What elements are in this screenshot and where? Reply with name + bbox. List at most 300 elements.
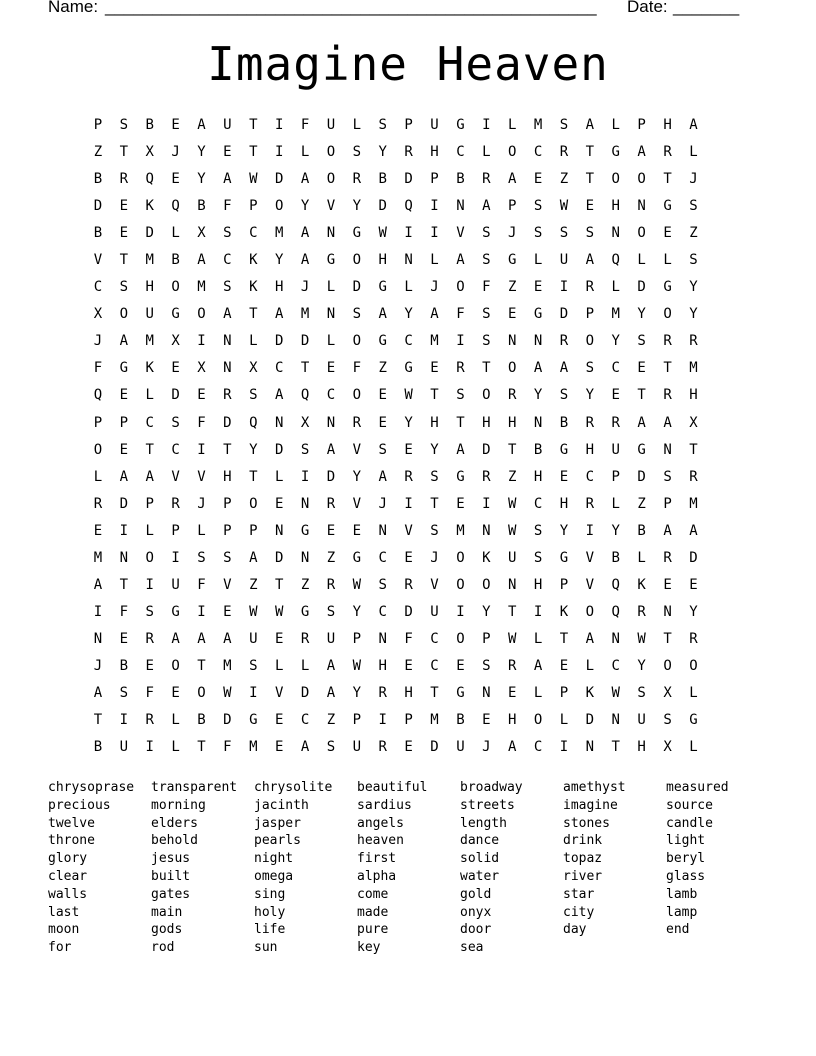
grid-letter: U [559, 252, 569, 269]
grid-letter: R [689, 333, 698, 350]
grid-letter: C [611, 360, 620, 377]
grid-letter: S [637, 684, 646, 701]
word-list-item: streets [460, 797, 515, 813]
word-list-item: rod [151, 940, 175, 956]
grid-letter: C [249, 225, 258, 242]
word-list-item: measured [666, 780, 729, 795]
grid-letter: F [93, 360, 103, 377]
grid-row [85, 221, 735, 248]
grid-letter: S [197, 549, 206, 566]
grid-letter: P [482, 630, 491, 647]
grid-letter: R [585, 279, 595, 296]
grid-letter: D [223, 712, 232, 729]
grid-letter: W [507, 630, 517, 647]
grid-letter: V [430, 576, 439, 593]
grid-letter: O [249, 495, 258, 512]
grid-letter: S [533, 198, 543, 215]
grid-letter: M [533, 117, 543, 133]
grid-letter: Z [637, 495, 646, 512]
word-list-item: made [357, 904, 389, 920]
grid-letter: S [559, 225, 569, 242]
grid-letter: M [456, 522, 465, 539]
grid-letter: N [326, 306, 336, 323]
word-list-item: built [151, 868, 191, 884]
grid-letter: E [404, 657, 413, 674]
grid-letter: R [145, 712, 154, 729]
grid-letter: S [249, 657, 258, 674]
grid-letter: D [93, 198, 103, 215]
grid-letter: H [533, 468, 543, 485]
grid-letter: R [585, 414, 595, 431]
grid-letter: M [300, 306, 310, 323]
grid-letter: L [689, 739, 698, 756]
grid-letter: A [93, 576, 103, 593]
grid-row [85, 546, 735, 573]
grid-letter: A [223, 630, 232, 647]
grid-letter: J [689, 171, 698, 188]
grid-letter: A [378, 468, 387, 485]
grid-row [85, 735, 735, 762]
grid-letter: R [482, 171, 491, 188]
grid-letter: R [482, 468, 491, 485]
grid-letter: P [430, 171, 439, 188]
word-list-item: key [357, 940, 381, 956]
grid-letter: J [93, 333, 103, 350]
grid-letter: X [197, 225, 206, 242]
grid-letter: S [430, 522, 439, 539]
grid-letter: S [326, 603, 336, 620]
grid-letter: S [482, 225, 491, 242]
word-list-item: alpha [357, 868, 397, 884]
grid-letter: D [274, 333, 284, 350]
grid-letter: E [507, 684, 517, 701]
grid-letter: C [274, 360, 284, 377]
grid-letter: U [119, 739, 129, 756]
grid-letter: Y [689, 306, 698, 323]
grid-letter: T [249, 306, 258, 323]
grid-letter: A [326, 441, 336, 458]
grid-row [85, 383, 735, 410]
grid-letter: W [249, 603, 258, 620]
grid-letter: D [274, 549, 284, 566]
grid-letter: G [171, 603, 180, 620]
grid-letter: H [404, 684, 413, 701]
grid-letter: C [93, 279, 103, 296]
grid-letter: T [93, 712, 103, 729]
grid-letter: Y [274, 252, 284, 269]
word-list-item: glass [666, 868, 706, 884]
grid-row [85, 438, 735, 465]
grid-letter: Q [611, 576, 620, 593]
grid-letter: Q [171, 198, 180, 215]
word-list-item: broadway [460, 780, 523, 795]
grid-letter: R [507, 657, 517, 674]
grid-letter: T [197, 739, 206, 756]
grid-letter: S [378, 576, 387, 593]
grid-letter: B [533, 441, 543, 458]
word-list-item: gods [151, 922, 183, 938]
grid-letter: N [507, 333, 517, 350]
grid-row [85, 600, 735, 627]
grid-letter: G [456, 684, 465, 701]
grid-letter: P [611, 468, 620, 485]
word-list-item: jesus [151, 851, 191, 867]
word-list-item: river [563, 868, 603, 884]
word-list-item: omega [254, 868, 294, 884]
grid-letter: L [637, 549, 646, 566]
grid-letter: V [326, 198, 336, 215]
grid-letter: H [378, 657, 387, 674]
grid-letter: N [663, 441, 672, 458]
grid-letter: C [223, 252, 232, 269]
grid-letter: I [482, 495, 491, 512]
grid-letter: L [430, 252, 439, 269]
grid-letter: L [93, 468, 103, 485]
grid-letter: S [482, 657, 491, 674]
word-column [666, 779, 769, 939]
word-list-item: transparent [151, 780, 238, 795]
grid-letter: O [171, 279, 180, 296]
grid-letter: V [585, 576, 595, 593]
grid-letter: G [663, 198, 672, 215]
grid-row [85, 492, 735, 519]
grid-letter: A [507, 171, 517, 188]
grid-letter: E [171, 117, 180, 133]
grid-letter: K [145, 198, 154, 215]
grid-letter: Y [197, 171, 206, 188]
grid-letter: A [119, 468, 129, 485]
grid-letter: I [119, 712, 129, 729]
grid-letter: L [404, 279, 413, 296]
grid-letter: S [223, 549, 232, 566]
grid-letter: E [456, 657, 465, 674]
grid-letter: L [352, 117, 362, 133]
grid-letter: Y [378, 144, 387, 161]
grid-letter: A [223, 171, 232, 188]
grid-letter: I [197, 333, 206, 350]
grid-letter: M [145, 252, 154, 269]
word-list-item: angels [357, 815, 404, 831]
grid-row [85, 248, 735, 275]
grid-letter: M [93, 549, 103, 566]
grid-letter: T [119, 144, 129, 161]
grid-letter: L [274, 657, 284, 674]
grid-letter: Y [352, 603, 362, 620]
word-list-item: throne [48, 833, 95, 849]
grid-letter: Y [689, 603, 698, 620]
word-list-item: sardius [357, 797, 412, 813]
grid-letter: T [119, 576, 129, 593]
grid-letter: G [507, 252, 517, 269]
grid-letter: B [197, 712, 206, 729]
grid-letter: O [456, 279, 465, 296]
grid-letter: E [93, 522, 103, 539]
grid-letter: G [456, 468, 465, 485]
grid-letter: P [93, 414, 103, 431]
grid-letter: H [482, 414, 491, 431]
grid-letter: A [559, 360, 569, 377]
grid-letter: U [430, 117, 439, 133]
grid-row [85, 329, 735, 356]
grid-letter: M [689, 360, 698, 377]
grid-letter: J [197, 495, 206, 512]
grid-letter: S [171, 414, 180, 431]
grid-letter: O [637, 171, 646, 188]
grid-letter: H [611, 198, 620, 215]
grid-letter: O [507, 144, 517, 161]
grid-letter: G [300, 522, 310, 539]
grid-letter: R [404, 468, 413, 485]
grid-letter: T [430, 495, 439, 512]
grid-letter: T [637, 387, 646, 404]
grid-letter: I [171, 549, 180, 566]
grid-letter: E [223, 603, 232, 620]
word-column [254, 779, 357, 957]
grid-letter: E [507, 306, 517, 323]
grid-letter: P [663, 495, 672, 512]
grid-letter: H [430, 414, 439, 431]
grid-letter: W [611, 684, 620, 701]
letter-grid [85, 113, 735, 762]
word-list-item: candle [666, 815, 713, 831]
grid-letter: O [689, 657, 698, 674]
grid-letter: S [482, 306, 491, 323]
grid-letter: O [585, 603, 595, 620]
word-list-item: topaz [563, 851, 603, 867]
grid-letter: E [430, 360, 439, 377]
grid-letter: I [559, 279, 569, 296]
grid-letter: G [378, 333, 387, 350]
grid-letter: V [352, 495, 362, 512]
grid-letter: A [300, 225, 310, 242]
grid-letter: A [456, 252, 465, 269]
grid-letter: M [430, 333, 439, 350]
word-list-item: elders [151, 815, 198, 831]
grid-letter: Z [507, 279, 517, 296]
grid-letter: N [223, 333, 232, 350]
grid-letter: S [637, 333, 646, 350]
grid-letter: X [663, 684, 672, 701]
grid-letter: R [326, 576, 336, 593]
grid-letter: L [482, 144, 491, 161]
grid-letter: Y [197, 144, 206, 161]
grid-letter: S [482, 252, 491, 269]
grid-letter: R [352, 171, 362, 188]
grid-letter: G [689, 712, 698, 729]
grid-letter: P [559, 684, 569, 701]
grid-letter: Y [249, 441, 258, 458]
grid-letter: T [430, 684, 439, 701]
grid-letter: O [352, 252, 362, 269]
grid-letter: E [274, 630, 284, 647]
grid-letter: C [430, 630, 439, 647]
grid-letter: Q [300, 387, 310, 404]
grid-letter: P [145, 495, 154, 512]
grid-letter: N [119, 549, 129, 566]
grid-letter: J [93, 657, 103, 674]
grid-letter: W [274, 603, 284, 620]
grid-letter: S [119, 279, 129, 296]
grid-letter: E [352, 522, 362, 539]
grid-letter: Y [637, 306, 646, 323]
grid-letter: D [274, 441, 284, 458]
word-list-item: day [563, 922, 587, 938]
grid-letter: P [507, 198, 517, 215]
grid-letter: T [145, 441, 154, 458]
grid-letter: T [689, 441, 698, 458]
grid-letter: S [585, 225, 595, 242]
grid-letter: V [456, 225, 465, 242]
date-label: Date: [627, 0, 668, 16]
puzzle-title: Imagine Heaven [207, 37, 609, 91]
grid-letter: P [119, 414, 129, 431]
grid-letter: D [171, 387, 180, 404]
grid-letter: N [637, 198, 646, 215]
grid-letter: E [119, 387, 129, 404]
grid-letter: A [326, 657, 336, 674]
grid-letter: I [456, 333, 465, 350]
grid-row [85, 411, 735, 438]
grid-letter: X [663, 739, 672, 756]
grid-letter: R [404, 576, 413, 593]
grid-letter: I [300, 468, 310, 485]
grid-letter: Q [611, 252, 620, 269]
grid-letter: Q [145, 171, 154, 188]
grid-letter: W [249, 171, 258, 188]
grid-letter: M [274, 225, 284, 242]
grid-letter: I [93, 603, 103, 620]
grid-letter: I [119, 522, 129, 539]
grid-letter: T [611, 739, 620, 756]
grid-letter: L [145, 387, 154, 404]
grid-letter: T [430, 387, 439, 404]
grid-row [85, 113, 735, 140]
grid-letter: A [197, 117, 206, 133]
grid-letter: R [663, 144, 672, 161]
grid-letter: Y [689, 279, 698, 296]
grid-letter: O [197, 306, 206, 323]
grid-letter: N [585, 739, 595, 756]
grid-letter: L [171, 712, 180, 729]
grid-letter: L [559, 712, 569, 729]
word-column [357, 779, 460, 957]
date-field: _______ [673, 0, 740, 16]
word-list-item: source [666, 797, 713, 813]
grid-letter: O [93, 441, 103, 458]
word-list-item: stones [563, 815, 610, 831]
grid-letter: B [456, 171, 465, 188]
grid-letter: E [663, 225, 672, 242]
grid-letter: E [119, 630, 129, 647]
grid-letter: U [456, 739, 465, 756]
grid-letter: L [171, 225, 180, 242]
word-list-item: star [563, 886, 595, 902]
grid-row [85, 681, 735, 708]
grid-letter: T [585, 171, 595, 188]
word-list-item: glory [48, 851, 88, 867]
grid-letter: A [585, 117, 595, 133]
name-label: Name: [48, 0, 99, 16]
word-list-item: water [460, 868, 500, 884]
grid-letter: O [611, 171, 620, 188]
grid-letter: G [533, 306, 543, 323]
word-column [48, 779, 151, 957]
grid-letter: I [456, 603, 465, 620]
grid-letter: W [352, 657, 362, 674]
grid-letter: V [171, 468, 180, 485]
grid-letter: G [119, 360, 129, 377]
grid-letter: S [456, 387, 465, 404]
grid-letter: L [326, 279, 336, 296]
grid-letter: T [274, 576, 284, 593]
grid-letter: I [197, 603, 206, 620]
grid-letter: E [274, 495, 284, 512]
grid-letter: J [300, 279, 310, 296]
grid-letter: T [663, 360, 672, 377]
grid-letter: U [611, 441, 620, 458]
grid-letter: E [326, 522, 336, 539]
grid-letter: P [249, 198, 258, 215]
grid-letter: V [274, 684, 284, 701]
grid-row [85, 465, 735, 492]
grid-letter: R [378, 739, 387, 756]
grid-letter: B [119, 657, 129, 674]
grid-letter: H [274, 279, 284, 296]
grid-letter: G [637, 441, 646, 458]
grid-letter: Q [249, 414, 258, 431]
grid-letter: B [611, 549, 620, 566]
grid-letter: P [171, 522, 180, 539]
grid-letter: H [145, 279, 154, 296]
grid-letter: N [300, 549, 310, 566]
grid-letter: A [197, 630, 206, 647]
grid-letter: L [171, 739, 180, 756]
grid-letter: E [533, 171, 543, 188]
grid-letter: A [663, 414, 672, 431]
grid-letter: L [533, 252, 543, 269]
grid-letter: L [274, 468, 284, 485]
grid-letter: N [300, 495, 310, 512]
grid-letter: E [145, 657, 154, 674]
grid-letter: P [249, 522, 258, 539]
grid-letter: O [326, 171, 336, 188]
grid-letter: H [533, 576, 543, 593]
grid-letter: A [274, 387, 284, 404]
grid-letter: A [689, 522, 698, 539]
grid-letter: K [559, 603, 569, 620]
grid-letter: R [611, 414, 620, 431]
word-list-item: walls [48, 886, 88, 902]
word-list-item: onyx [460, 904, 492, 920]
grid-row [85, 708, 735, 735]
grid-letter: O [456, 576, 465, 593]
grid-letter: E [456, 495, 465, 512]
grid-letter: M [197, 279, 206, 296]
grid-row [85, 194, 735, 221]
grid-letter: O [456, 630, 465, 647]
grid-row [85, 140, 735, 167]
grid-letter: J [507, 225, 517, 242]
word-list [48, 779, 768, 959]
grid-letter: S [585, 360, 595, 377]
grid-letter: B [93, 171, 103, 188]
grid-letter: U [637, 712, 646, 729]
word-list-item: lamb [666, 886, 698, 902]
grid-letter: I [482, 117, 491, 133]
grid-letter: P [559, 576, 569, 593]
grid-letter: B [93, 739, 103, 756]
grid-letter: H [223, 468, 232, 485]
